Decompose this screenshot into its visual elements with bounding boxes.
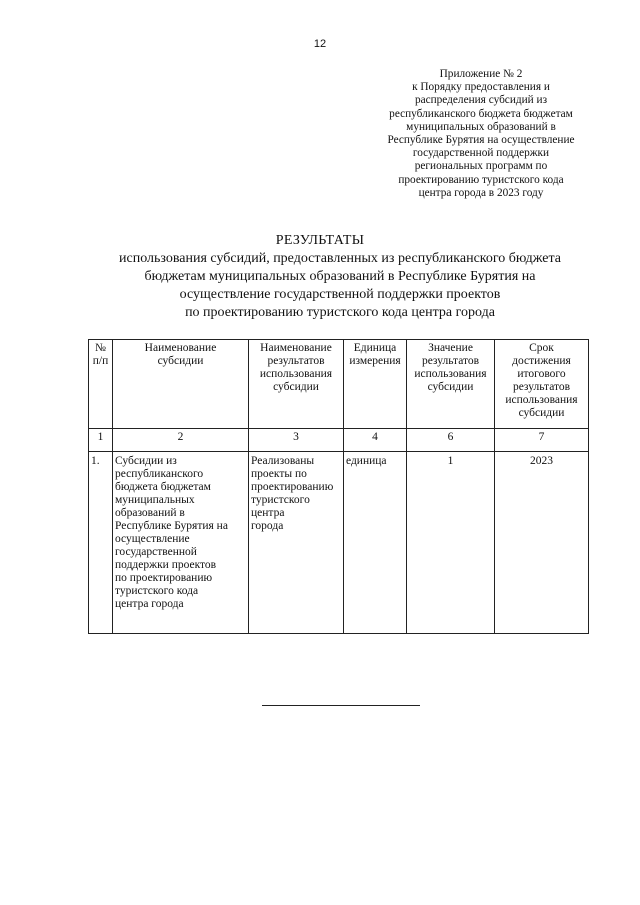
footer-divider (262, 705, 420, 706)
result-name-cell: Реализованы проекты по проектированию туристского центра города (249, 452, 344, 634)
header-deadline: Срок достижения итогового результатов использования субсидии (495, 340, 589, 429)
appendix-line: центра города в 2023 году (418, 186, 544, 199)
appendix-line: республиканского бюджета бюджетам (389, 107, 573, 120)
subtitle-line: осуществление государственной поддержки проектов (179, 287, 501, 302)
subtitle-line: бюджетам муниципальных образований в Республике Бурятия на (144, 269, 536, 284)
subsidy-name-cell: Субсидии из республиканского бюджета бюджетам муниципальных образований в Республике Бурятия на осуществление государственной поддержки проектов по проектированию туристского кода центра города (113, 452, 249, 634)
column-number: 2 (113, 429, 249, 452)
appendix-line: региональных программ по (414, 160, 548, 173)
document-subtitle (80, 250, 600, 322)
column-number-row (89, 429, 589, 452)
header-unit: Единица измерения (344, 340, 407, 429)
appendix-line: муниципальных образований в (406, 120, 556, 133)
appendix-header (366, 68, 596, 200)
appendix-line: распределения субсидий из (414, 94, 548, 107)
page-number: 12 (313, 38, 327, 50)
table-row (89, 452, 589, 634)
column-number: 7 (495, 429, 589, 452)
deadline-cell: 2023 (495, 452, 589, 634)
subtitle-line: по проектированию туристского кода центра города (185, 305, 495, 320)
header-result-name: Наименование результатов использования субсидии (249, 340, 344, 429)
column-number: 3 (249, 429, 344, 452)
results-table (88, 339, 589, 634)
appendix-line: к Порядку предоставления и (412, 81, 550, 94)
appendix-line: проектированию туристского кода (398, 173, 564, 186)
column-number: 6 (407, 429, 495, 452)
appendix-line: государственной поддержки (412, 147, 550, 160)
column-number: 1 (89, 429, 113, 452)
subtitle-line: использования субсидий, предоставленных из республиканского бюджета (119, 251, 561, 266)
value-cell: 1 (407, 452, 495, 634)
appendix-line: Приложение № 2 (439, 68, 523, 80)
document-title: РЕЗУЛЬТАТЫ (275, 233, 365, 248)
unit-cell: единица (344, 452, 407, 634)
column-number: 4 (344, 429, 407, 452)
row-number: 1. (89, 452, 113, 634)
header-value: Значение результатов использования субсидии (407, 340, 495, 429)
table-header-row (89, 340, 589, 429)
appendix-line: Республике Бурятия на осуществление (387, 134, 575, 147)
header-subsidy-name: Наименование субсидии (113, 340, 249, 429)
header-number: № п/п (89, 340, 113, 429)
